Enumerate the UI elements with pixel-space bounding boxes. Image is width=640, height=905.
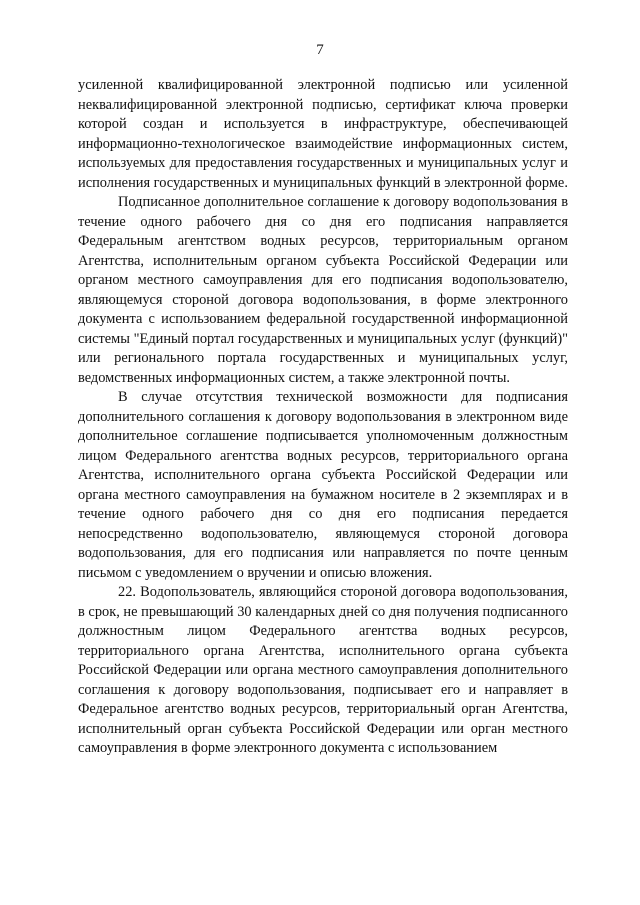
paragraph-2: Подписанное дополнительное соглашение к договору водопользования в течение одного рабочего дня со дня его подписания направляется Федеральным агентством водных ресурсов, территориальным органом Агентства, исполнительным органом субъекта Российской Федерации или органом местного самоуправления для его подписания водопользователю, являющемуся стороной договора водопользования, в форме электронного документа с использованием федеральной государственной информационной системы "Единый портал государственных и муниципальных услуг (функций)" или регионального портала государственных и муниципальных услуг, ведомственных информационных систем, а также электронной почты.: [78, 194, 568, 386]
paragraph-4: 22. Водопользователь, являющийся стороной договора водопользования, в срок, не превышающий 30 календарных дней со дня получения подписанного должностным лицом Федерального агентства водных ресурсов, территориального органа Агентства, исполнительного органа субъекта Российской Федерации или органа местного самоуправления дополнительного соглашения к договору водопользования, подписывает его и направляет в Федеральное агентство водных ресурсов, территориальный орган Агентства, исполнительный орган субъекта Российской Федерации или орган местного самоуправления в форме электронного документа с использованием: [78, 584, 568, 756]
paragraph-1: усиленной квалифицированной электронной подписью или усиленной неквалифицированной электронной подписью, сертификат ключа проверки которой создан и используется в инфраструктуре, обеспечивающей информационно-технологическое взаимодействие информационных систем, используемых для предоставления государственных и муниципальных услуг и исполнения государственных и муниципальных функций в электронной форме.: [78, 77, 568, 191]
page-number: 7: [316, 42, 324, 58]
paragraph-3: В случае отсутствия технической возможности для подписания дополнительного соглашения к договору водопользования в электронном виде дополнительное соглашение подписывается уполномоченным должностным лицом Федерального агентства водных ресурсов, территориального органа Агентства, исполнительного органа субъекта Российской Федерации или органа местного самоуправления на бумажном носителе в 2 экземплярах и в течение одного рабочего дня со дня его подписания передается непосредственно водопользователю, являющемуся стороной договора водопользования, для его подписания или направляется по почте ценным письмом с уведомлением о вручении и описью вложения.: [78, 389, 568, 581]
document-body: [78, 76, 568, 759]
